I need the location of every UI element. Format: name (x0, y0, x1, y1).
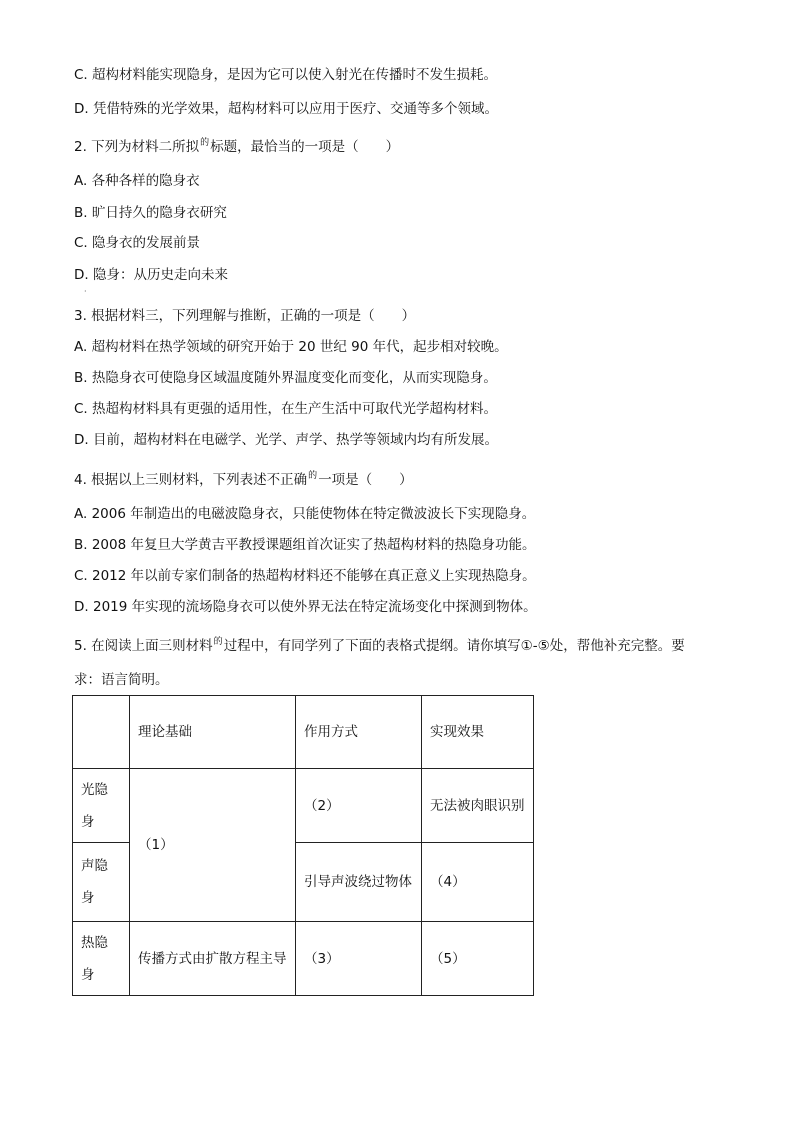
q2-option-b: B. 旷日持久的隐身衣研究 (74, 205, 227, 221)
q3-option-d: D. 目前，超构材料在电磁学、光学、声学、热学等领域内均有所发展。 (74, 432, 498, 448)
q3-option-c: C. 热超构材料具有更强的适用性，在生产生活中可取代光学超构材料。 (74, 401, 498, 417)
row-label: 光隐身 (73, 769, 130, 843)
q4-stem-after: 一项是（ ） (318, 472, 413, 488)
q4-option-b: B. 2008 年复旦大学黄吉平教授课题组首次证实了热超构材料的热隐身功能。 (74, 537, 536, 553)
table-header-row (73, 696, 534, 769)
q3-option-a: A. 超构材料在热学领域的研究开始于 20 世纪 90 年代，起步相对较晚。 (74, 339, 508, 355)
q5-stem (74, 637, 685, 657)
q4-option-a: A. 2006 年制造出的电磁波隐身衣，只能使物体在特定微波波长下实现隐身。 (74, 506, 536, 522)
q5-stem-line2: 求：语言简明。 (74, 672, 169, 688)
method-cell: 引导声波绕过物体 (296, 843, 422, 922)
q2-option-d: D. 隐身：从历史走向未来 (74, 267, 228, 283)
q2-option-a: A. 各种各样的隐身衣 (74, 173, 200, 189)
header-cell-empty (73, 696, 130, 769)
q3-option-b: B. 热隐身衣可使隐身区域温度随外界温度变化而变化，从而实现隐身。 (74, 370, 497, 386)
q1-option-c: C. 超构材料能实现隐身，是因为它可以使入射光在传播时不发生损耗。 (74, 67, 498, 83)
header-cell-basis: 理论基础 (130, 696, 296, 769)
q3-stem: 3. 根据材料三，下列理解与推断，正确的一项是（ ） (74, 308, 416, 324)
basis-cell: 传播方式由扩散方程主导 (130, 922, 296, 996)
q4-stem (74, 471, 413, 491)
q5-stem-before: 5. 在阅读上面三则材料 (74, 638, 213, 654)
effect-cell: 无法被肉眼识别 (422, 769, 534, 843)
header-cell-method: 作用方式 (296, 696, 422, 769)
q4-option-c: C. 2012 年以前专家们制备的热超构材料还不能够在真正意义上实现热隐身。 (74, 568, 536, 584)
q2-stem-after: 标题，最恰当的一项是（ ） (210, 139, 400, 155)
q4-option-d: D. 2019 年实现的流场隐身衣可以使外界无法在特定流场变化中探测到物体。 (74, 599, 537, 615)
q2-stem (74, 138, 399, 158)
q2-ruby: 的 (200, 138, 210, 148)
table-row (73, 922, 534, 996)
blank-4-cell: （4） (422, 843, 534, 922)
q4-ruby: 的 (308, 471, 318, 481)
q5-ruby: 的 (213, 637, 223, 647)
blank-5-cell: （5） (422, 922, 534, 996)
row-label: 声隐身 (73, 843, 130, 922)
stray-dot: · (84, 287, 87, 296)
q2-stem-before: 2. 下列为材料二所拟 (74, 139, 200, 155)
q4-stem-before: 4. 根据以上三则材料，下列表述不正确 (74, 472, 308, 488)
row-label: 热隐身 (73, 922, 130, 996)
q1-option-d: D. 凭借特殊的光学效果，超构材料可以应用于医疗、交通等多个领域。 (74, 101, 498, 117)
blank-3-cell: （3） (296, 922, 422, 996)
header-cell-effect: 实现效果 (422, 696, 534, 769)
table-row (73, 769, 534, 843)
outline-table (72, 695, 534, 996)
blank-2-cell: （2） (296, 769, 422, 843)
q2-option-c: C. 隐身衣的发展前景 (74, 235, 201, 251)
q5-stem-after: 过程中，有同学列了下面的表格式提纲。请你填写①-⑤处，帮他补充完整。要 (223, 638, 685, 654)
blank-1-cell: （1） (130, 769, 296, 922)
